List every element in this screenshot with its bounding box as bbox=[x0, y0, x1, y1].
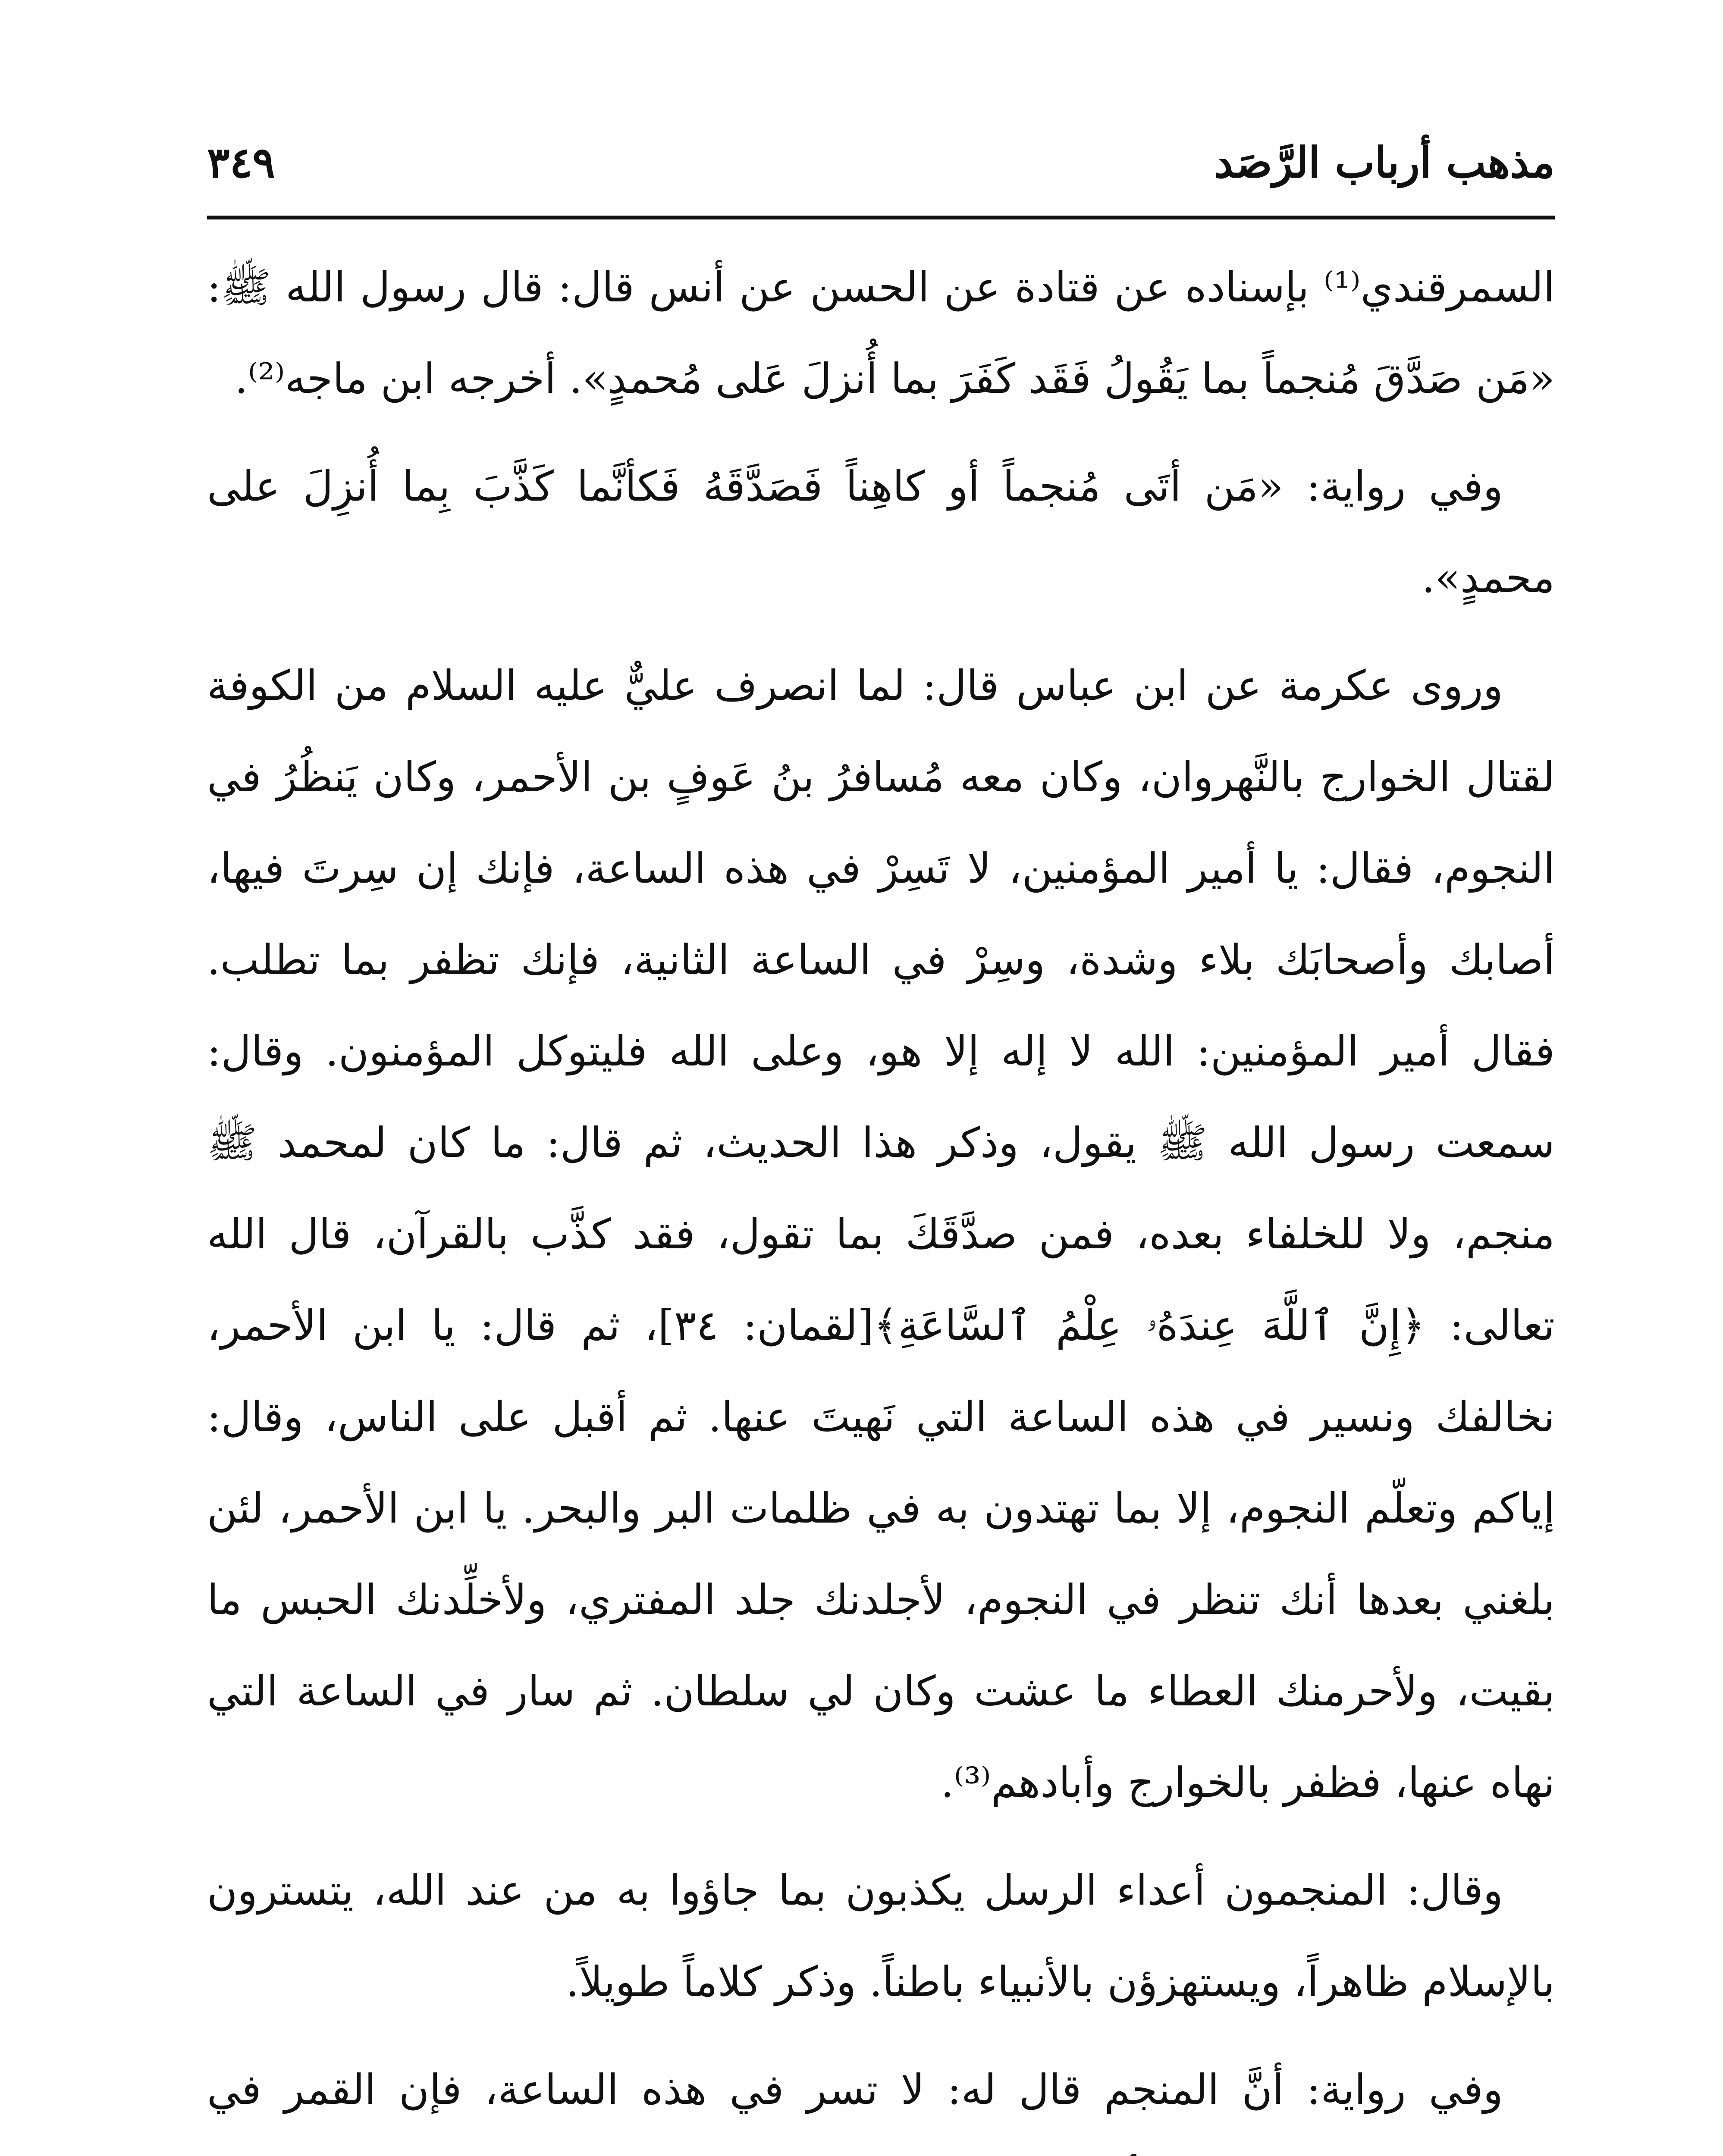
main-text bbox=[207, 241, 1555, 2156]
paragraph: وفي رواية: «مَن أتَى مُنجماً أو كاهِناً فَصَدَّقَهُ فَكأنَّما كَذَّبَ بِما أُنزِلَ على محمدٍ». bbox=[207, 462, 1555, 602]
header-rule bbox=[207, 216, 1555, 219]
page-number: ٣٤٩ bbox=[207, 138, 275, 188]
paragraph: السمرقندي⁽¹⁾ بإسناده عن قتادة عن الحسن عن أنس قال: قال رسول الله ﷺ: «مَن صَدَّقَ مُنجماً بما يَقُولُ فَقَد كَفَرَ بما أُنزلَ عَلى مُحمدٍ». أخرجه ابن ماجه⁽²⁾. bbox=[207, 263, 1555, 403]
chapter-title: مذهب أرباب الرَّصَد bbox=[1214, 138, 1555, 188]
paragraph: وروى عكرمة عن ابن عباس قال: لما انصرف عليٌّ عليه السلام من الكوفة لقتال الخوارج بالنَّهروان، وكان معه مُسافرُ بنُ عَوفٍ بن الأحمر، وكان يَنظُرُ في النجوم، فقال: يا أمير المؤمنين، لا تَسِرْ في هذه الساعة، فإنك إن سِرتَ فيها، أصابك وأصحابَك بلاء وشدة، وسِرْ في الساعة الثانية، فإنك تظفر بما تطلب. فقال أمير المؤمنين: الله لا إله إلا هو، وعلى الله فليتوكل المؤمنون. وقال: سمعت رسول الله ﷺ يقول، وذكر هذا الحديث، ثم قال: ما كان لمحمد ﷺ منجم، ولا للخلفاء بعده، فمن صدَّقَكَ بما تقول، فقد كذَّب بالقرآن، قال الله تعالى: ﴿إِنَّ ٱللَّهَ عِندَهُۥ عِلْمُ ٱلسَّاعَةِ﴾[لقمان: ٣٤]، ثم قال: يا ابن الأحمر، نخالفك ونسير في هذه الساعة التي نَهيتَ عنها. ثم أقبل على الناس، وقال: إياكم وتعلّم النجوم، إلا بما تهتدون به في ظلمات البر والبحر. يا ابن الأحمر، لئن بلغني بعدها أنك تنظر في النجوم، لأجلدنك جلد المفتري، ولأخلِّدنك الحبس ما بقيت، ولأحرمنك العطاء ما عشت وكان لي سلطان. ثم سار في الساعة التي نهاه عنها، فظفر بالخوارج وأبادهم⁽³⁾. bbox=[207, 661, 1555, 1807]
running-header bbox=[207, 129, 1555, 194]
paragraph: وقال: المنجمون أعداء الرسل يكذبون بما جاؤوا به من عند الله، يتسترون بالإسلام ظاهراً، ويستهزؤن بالأنبياء باطناً. وذكر كلاماً طويلاً. bbox=[207, 1866, 1555, 2006]
paragraph: وفي رواية: أنَّ المنجم قال له: لا تسر في هذه الساعة، فإن القمر في bbox=[207, 2065, 1503, 2114]
